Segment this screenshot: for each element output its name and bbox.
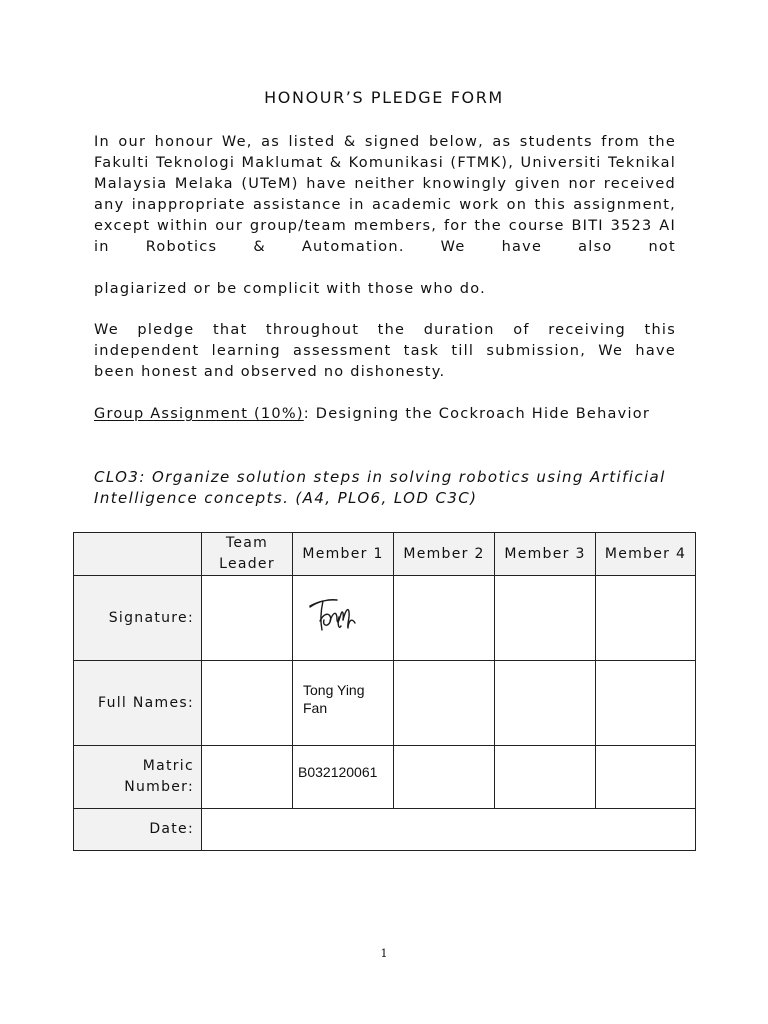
header-member-4: Member 4 xyxy=(596,533,696,576)
signature-row xyxy=(74,576,696,661)
signature-label: Signature: xyxy=(74,576,202,661)
handwritten-signature xyxy=(293,576,394,660)
full-names-row xyxy=(74,661,696,746)
table-header-row xyxy=(74,533,696,576)
pledge-paragraph-1: In our honour We, as listed & signed below, as students from the Fakulti Teknologi Maklumat & Komunikasi (FTMK), Universiti Teknikal Malaysia Melaka (UTeM) have neither knowingly given nor received any inappropriate assistance in academic work on this assignment, except within our group/team members, for the course BITI 3523 AI in Robotics & Automation. We have also not xyxy=(94,134,676,255)
date-row xyxy=(74,809,696,851)
header-member-1: Member 1 xyxy=(293,533,394,576)
matric-cell-member-1[interactable] xyxy=(293,746,394,809)
signature-cell-member-1[interactable] xyxy=(293,576,394,661)
header-member-2: Member 2 xyxy=(394,533,495,576)
signature-cell-member-2[interactable] xyxy=(394,576,495,661)
matric-cell-team-leader[interactable] xyxy=(202,746,293,809)
header-team-leader: Team Leader xyxy=(202,533,293,576)
page-number: 1 xyxy=(380,947,388,960)
full-name-cell-member-3[interactable] xyxy=(495,661,596,746)
header-member-3: Member 3 xyxy=(495,533,596,576)
signature-cell-member-4[interactable] xyxy=(596,576,696,661)
clo-statement: CLO3: Organize solution steps in solving robotics using Artificial Intelligence concepts. (A4, PLO6, LOD C3C) xyxy=(94,468,666,507)
assignment-line xyxy=(94,404,676,425)
pledge-paragraph-1-last-line: plagiarized or be complicit with those who do. xyxy=(94,281,486,297)
header-corner-cell xyxy=(74,533,202,576)
matric-number-row xyxy=(74,746,696,809)
matric-cell-member-4[interactable] xyxy=(596,746,696,809)
matric-number-label: Matric Number: xyxy=(74,746,202,809)
matric-cell-member-3[interactable] xyxy=(495,746,596,809)
full-names-label: Full Names: xyxy=(74,661,202,746)
assignment-label: Group Assignment (10%) xyxy=(94,406,304,422)
pledge-table xyxy=(73,532,696,851)
page-title: HONOUR’S PLEDGE FORM xyxy=(264,88,504,107)
member-1-full-name: Tong Ying Fan xyxy=(303,682,365,716)
signature-cell-team-leader[interactable] xyxy=(202,576,293,661)
signature-cell-member-3[interactable] xyxy=(495,576,596,661)
date-cell[interactable] xyxy=(202,809,696,851)
full-name-cell-team-leader[interactable] xyxy=(202,661,293,746)
full-name-cell-member-4[interactable] xyxy=(596,661,696,746)
full-name-cell-member-1[interactable] xyxy=(293,661,394,746)
pledge-paragraph-2: We pledge that throughout the duration of receiving this independent learning assessment task till submission, We have been honest and observed no dishonesty. xyxy=(94,322,676,380)
member-1-matric-number: B032120061 xyxy=(298,764,378,780)
assignment-text: : Designing the Cockroach Hide Behavior xyxy=(303,406,651,422)
matric-cell-member-2[interactable] xyxy=(394,746,495,809)
date-label: Date: xyxy=(74,809,202,851)
full-name-cell-member-2[interactable] xyxy=(394,661,495,746)
